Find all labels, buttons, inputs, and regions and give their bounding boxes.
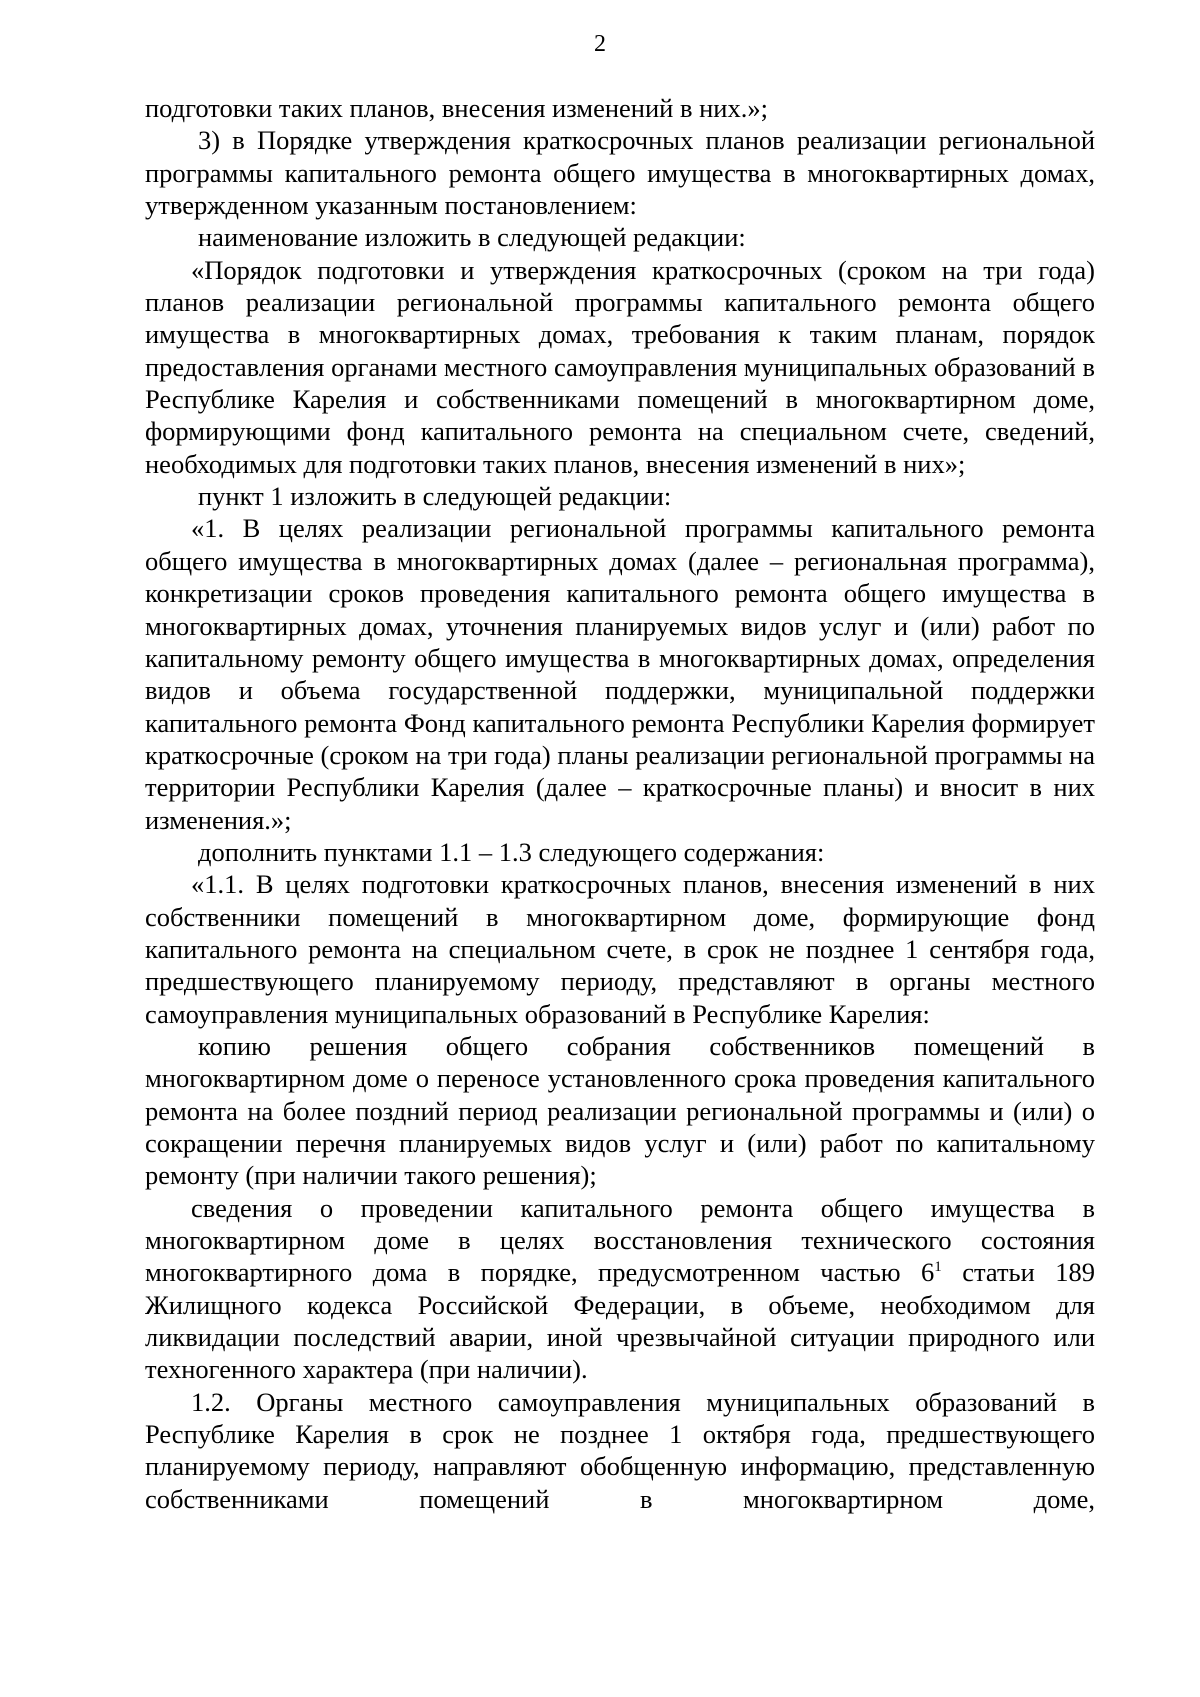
paragraph: «1.1. В целях подготовки краткосрочных планов, внесения изменений в них собственники помещений в многоквартирном доме, формирующие фонд капитального ремонта на специальном счете, в срок не позднее 1 сентября года, предшествующего планируемому периоду, представляют в органы местного самоуправления муниципальных образований в Республике Карелия: [145, 869, 1095, 1029]
paragraph: «1. В целях реализации региональной программы капитального ремонта общего имущества в многоквартирных домах (далее – региональная программа), конкретизации сроков проведения капитального ремонта общего имущества в многоквартирных домах, уточнения планируемых видов услуг и (или) работ по капитальному ремонту общего имущества в многоквартирных домах, определения видов и объема государственной поддержки, муниципальной поддержки капитального ремонта Фонд капитального ремонта Республики Карелия формирует краткосрочные (сроком на три года) планы реализации региональной программы на территории Республики Карелия (далее – краткосрочные планы) и вносит в них изменения.»; [145, 513, 1095, 835]
paragraph: 3) в Порядке утверждения краткосрочных планов реализации региональной программы капитального ремонта общего имущества в многоквартирных домах, утвержденном указанным постановлением: [145, 125, 1095, 221]
paragraph: пункт 1 изложить в следующей редакции: [198, 481, 672, 512]
paragraph: копию решения общего собрания собственников помещений в многоквартирном доме о переносе установленного срока проведения капитального ремонта на более поздний период реализации региональной программы и (или) о сокращении перечня планируемых видов услуг и (или) работ по капитальному ремонту (при наличии такого решения); [145, 1030, 1095, 1191]
paragraph: наименование изложить в следующей редакции: [198, 222, 746, 253]
document-body [145, 92, 1095, 1515]
paragraph: дополнить пунктами 1.1 – 1.3 следующего содержания: [198, 836, 825, 867]
superscript: 1 [934, 1259, 942, 1276]
page-number: 2 [594, 31, 606, 57]
paragraph-text-part: сведения о проведении капитального ремонта общего имущества в многоквартирном доме в целях восстановления технического состояния многоквартирного дома в порядке, предусмотренном частью 6 [145, 1192, 1095, 1288]
paragraph: «Порядок подготовки и утверждения краткосрочных (сроком на три года) планов реализации региональной программы капитального ремонта общего имущества в многоквартирных домах, требования к таким планам, порядок предоставления органами местного самоуправления муниципальных образований в Республике Карелия и собственниками помещений в многоквартирном доме, формирующими фонд капитального ремонта на специальном счете, сведений, необходимых для подготовки таких планов, внесения изменений в них»; [145, 254, 1095, 479]
paragraph: подготовки таких планов, внесения изменений в них.»; [145, 93, 768, 123]
paragraph-text-part: статьи 189 Жилищного кодекса Российской Федерации, в объеме, необходимом для ликвидации последствий аварии, иной чрезвычайной ситуации природного или техногенного характера (при наличии). [145, 1257, 1095, 1385]
paragraph: 1.2. Органы местного самоуправления муниципальных образований в Республике Карелия в срок не позднее 1 октября года, предшествующего планируемому периоду, направляют обобщенную информацию, представленную собственниками помещений в многоквартирном доме, [145, 1386, 1095, 1514]
paragraph [145, 1192, 1095, 1386]
